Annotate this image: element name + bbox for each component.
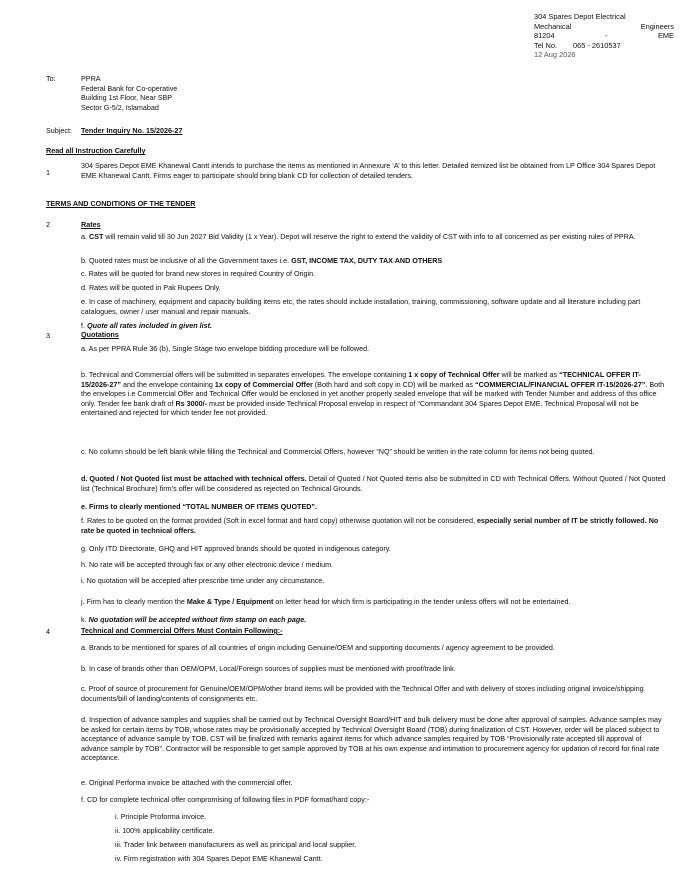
rates-item-c: c. Rates will be quoted for brand new stores in required Country of Origin.: [81, 269, 316, 278]
quotations-item-g: g. Only ITD Directorate, GHQ and HIT approved brands should be quoted in indigenous category.: [81, 544, 391, 553]
offers-sub-item: iv. Firm registration with 304 Spares Depot EME Khanewal Cantt.: [115, 854, 323, 863]
offers-sub-item: iii. Trader link between manufacturers as well as principal and local supplier.: [115, 840, 357, 849]
offers-sub-item: ii. 100% applicability certificate.: [115, 826, 215, 835]
quotations-item-i: i. No quotation will be accepted after prescribe time under any circumstance.: [81, 576, 325, 585]
sender-line-3c: EME: [657, 31, 674, 41]
offers-item-d: d. Inspection of advance samples and supplies shall be carried out by Technical Oversight Board/HIT and bulk delivery must be done after approval of samples. Advance samples may be asked for certain items by TOB, whose rates may be provisionally accepted by Technical Oversight Board (TOB) during finalization of CST. However, order will be placed subject to acceptance of advance sample by TOB. CST will be finalized with remarks against items for which advance samples required by TOB “Provisionally rate accepted till approval of advance sample by TOB”. Contractor will be responsible to get sample approved by TOB at his own expense and intimation to procurement agency for updation of record for final rate acceptance.: [81, 715, 662, 763]
section-heading-quotations: Quotations: [81, 330, 119, 339]
quotations-item-h: h. No rate will be accepted through fax or any other electronic device / medium.: [81, 560, 334, 569]
recipient-line: Federal Bank for Co-operative: [81, 83, 178, 93]
offers-item-b: b. In case of brands other than OEM/OPM, Local/Foreign sources of supplies must be mentioned with proof/trade link.: [81, 664, 456, 673]
quotations-item-k: k. No quotation will be accepted without firm stamp on each page.: [81, 615, 307, 624]
section-number: 2: [46, 220, 50, 229]
letter-date: 12 Aug 2026: [534, 50, 576, 60]
section-number: 3: [46, 331, 50, 340]
recipient-address: [81, 74, 177, 112]
quotations-item-e: e. Firms to clearly mentioned “TOTAL NUMBER OF ITEMS QUOTED”.: [81, 502, 318, 511]
sender-line-2a: Mechanical: [534, 21, 572, 31]
offers-item-e: e. Original Performa invoice be attached with the commercial offer.: [81, 778, 293, 787]
sender-line-1: 304 Spares Depot Electrical: [534, 12, 626, 21]
section-heading-offers: Technical and Commercial Offers Must Contain Following:-: [81, 626, 283, 635]
recipient-line: Building 1st Floor, Near SBP: [81, 93, 173, 103]
para-number: 1: [46, 168, 50, 177]
sender-line-2: [534, 22, 674, 32]
recipient-line: PPRA: [81, 74, 101, 83]
rates-item-b: b. Quoted rates must be inclusive of all the Government taxes i.e. GST, INCOME TAX, DUTY TAX AND OTHERS: [81, 256, 443, 265]
quotations-item-j: j. Firm has to clearly mention the Make & Type / Equipment on letter head for which firm is participating in the tender unless offers will not be entertained.: [81, 597, 571, 606]
read-all-heading: Read all Instruction Carefully: [46, 146, 146, 155]
sender-tel-label: Tel No.: [534, 40, 558, 50]
terms-heading: TERMS AND CONDITIONS OF THE TENDER: [46, 199, 196, 208]
rates-item-e: e. In case of machinery, equipment and capacity building items etc, the rates should include installation, training, commissioning, software update and all literature including part catalogues, owner / user manual and repair manuals.: [81, 297, 641, 316]
offers-item-a: a. Brands to be mentioned for spares of all countries of origin including Genuine/OEM and supporting documents / agency agreement to be provided.: [81, 643, 555, 652]
quotations-item-b: b. Technical and Commercial offers will be submitted in separates envelopes. The envelope containing 1 x copy of Technical Offer will be marked as “TECHNICAL OFFER IT- 15/2026-27” and the envelope containing 1x copy of Commercial Offer (Both hard and soft copy in CD) will be marked as “COMMERCIAL/FINANCIAL OFFER IT-15/2026-27”. Both the envelopes i.e Commercial Offer and Technical Offer would be enclosed in yet another properly sealed envelope that will be marked with Tender Number and address of this office only. Tender fee bank draft of Rs 3000/- must be provided inside Technical Proposal envelop in respect of “Commandant 304 Spares Depot EME. Technical Proposal will not be entertained and rejected for which tender fee not provided.: [81, 370, 665, 418]
sender-line-3a: 81204: [534, 31, 555, 41]
sender-line-3b: -: [605, 31, 608, 41]
offers-sub-item: i. Principle Proforma invoice.: [115, 812, 207, 821]
para-1-text: 304 Spares Depot EME Khanewal Cantt intends to purchase the items as mentioned in Annexure ‘A’ to this letter. Detailed itemized list be obtained from LP Office 304 Spares Depot EME Khanewal Cantt. Firms eager to participate should bring blank CD for collection of detailed tenders.: [81, 161, 656, 180]
quotations-item-d: d. Quoted / Not Quoted list must be attached with technical offers. Detail of Quoted / Not Quoted items also be submitted in CD with Technical Offers. Without Quoted / Not Quoted list (Technical Brochure) firm’s offer will be considered as rejected on Technical Grounds.: [81, 474, 666, 493]
sender-line-3: [534, 31, 674, 41]
sender-tel-number: 065 - 2610537: [573, 40, 621, 50]
rates-item-d: d. Rates will be quoted in Pak Rupees Only.: [81, 283, 221, 292]
rates-item-a: a. CST will remain valid till 30 Jun 2027 Bid Validity (1 x Year). Depot will reserve the right to extend the validity of CST with info to all concerned as per existing rules of PPRA.: [81, 232, 636, 241]
sender-line-2b: Engineers: [640, 21, 674, 31]
to-label: To:: [46, 74, 56, 83]
sender-line-4: [534, 41, 674, 51]
section-number: 4: [46, 627, 50, 636]
offers-item-f: f. CD for complete technical offer compromising of following files in PDF format/hard copy:-: [81, 795, 370, 804]
quotations-item-c: c. No column should be left blank while filling the Technical and Commercial Offers, however “NQ” should be written in the rate column for items not being quoted.: [81, 447, 595, 456]
offers-item-c: c. Proof of source of procurement for Genuine/OEM/OPM/other brand items will be provided with the Technical Offer and with delivery of stores including original invoice/shipping documents/bill of landing/contents of consignments etc.: [81, 684, 644, 703]
rates-item-f: f. Quote all rates included in given list.: [81, 321, 213, 330]
recipient-line: Sector G-5/2, Islamabad: [81, 102, 159, 112]
section-heading-rates: Rates: [81, 220, 101, 229]
sender-address: [534, 12, 674, 60]
subject-text: Tender Inquiry No. 15/2026-27: [81, 126, 183, 135]
subject-label: Subject:: [46, 126, 72, 135]
quotations-item-a: a. As per PPRA Rule 36 (b), Single Stage two envelope bidding procedure will be followed.: [81, 344, 370, 353]
quotations-item-f: f. Rates to be quoted on the format provided (Soft in excel format and hard copy) otherwise quotation will not be considered, especially serial number of IT be strictly followed. No rate be quoted in technical offers.: [81, 516, 659, 535]
